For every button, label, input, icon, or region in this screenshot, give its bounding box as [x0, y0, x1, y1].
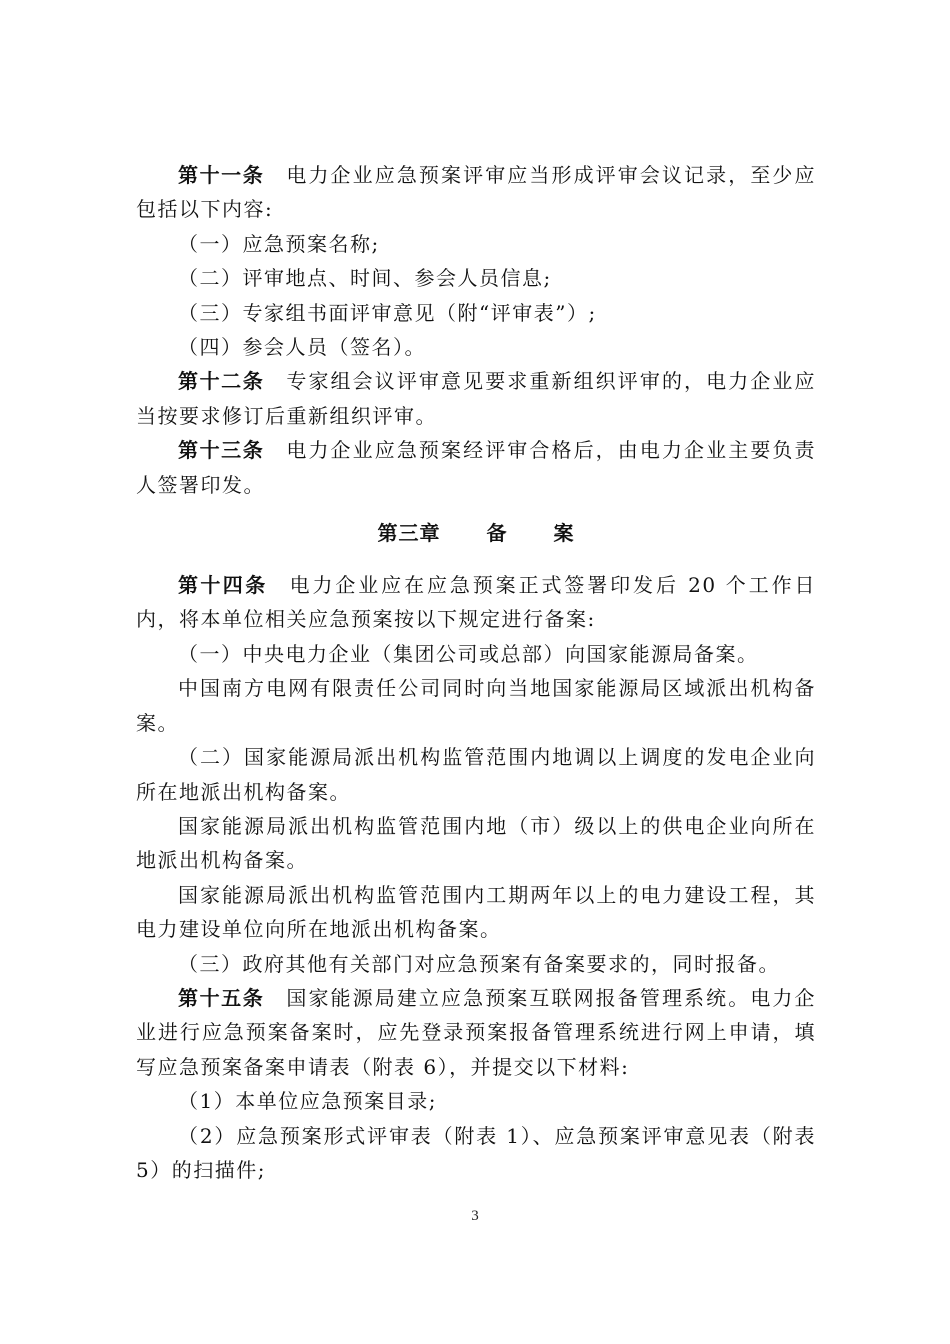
- article-12-heading: 第十二条: [178, 369, 265, 394]
- document-page: [136, 158, 816, 1187]
- article-14-text: 电力企业应在应急预案正式签署印发后 20 个工作日内，将本单位相关应急预案按以下规定进行备案:: [136, 573, 816, 632]
- article-15-text: 国家能源局建立应急预案互联网报备管理系统。电力企业进行应急预案备案时，应先登录预案报备管理系统进行网上申请，填写应急预案备案申请表（附表 6），并提交以下材料:: [136, 985, 817, 1079]
- article-11-text: 电力企业应急预案评审应当形成评审会议记录，至少应包括以下内容:: [136, 163, 817, 222]
- article-13: [136, 433, 816, 502]
- article-11-item-1: （一）应急预案名称;: [178, 231, 380, 256]
- article-11: [136, 158, 816, 227]
- article-11-item-3: （三）专家组书面评审意见（附“评审表”）;: [178, 300, 597, 325]
- article-14-para-4: 国家能源局派出机构监管范围内地（市）级以上的供电企业向所在地派出机构备案。: [136, 813, 816, 873]
- article-11-item-4: （四）参会人员（签名）。: [178, 335, 426, 360]
- article-14-heading: 第十四条: [178, 573, 268, 598]
- article-14: [136, 568, 816, 637]
- chapter-heading: [136, 516, 816, 550]
- article-14-para-3: （二）国家能源局派出机构监管范围内地调以上调度的发电企业向所在地派出机构备案。: [136, 745, 816, 804]
- article-12: [136, 364, 816, 433]
- article-14-para-2: 中国南方电网有限责任公司同时向当地国家能源局区域派出机构备案。: [136, 676, 816, 735]
- article-11-heading: 第十一条: [178, 163, 265, 187]
- article-15-para-2: （2）应急预案形式评审表（附表 1）、应急预案评审意见表（附表 5）的扫描件;: [136, 1123, 816, 1182]
- article-15-para-1: （1）本单位应急预案目录;: [178, 1089, 437, 1114]
- article-15-heading: 第十五条: [178, 985, 265, 1010]
- article-14-para-1: （一）中央电力企业（集团公司或总部）向国家能源局备案。: [178, 641, 759, 666]
- chapter-number: 第三章: [377, 521, 441, 546]
- article-13-heading: 第十三条: [178, 438, 265, 463]
- article-15: [136, 981, 816, 1084]
- chapter-title-char-2: 案: [553, 521, 575, 546]
- article-14-para-5: 国家能源局派出机构监管范围内工期两年以上的电力建设工程，其电力建设单位向所在地派出机构备案。: [136, 882, 816, 942]
- article-13-text: 电力企业应急预案经评审合格后，由电力企业主要负责人签署印发。: [136, 438, 817, 497]
- chapter-title-char-1: 备: [486, 521, 508, 546]
- article-11-item-2: （二）评审地点、时间、参会人员信息;: [178, 266, 552, 291]
- page-number: 3: [471, 1208, 479, 1224]
- article-12-text: 专家组会议评审意见要求重新组织评审的，电力企业应当按要求修订后重新组织评审。: [136, 369, 817, 428]
- article-14-para-6: （三）政府其他有关部门对应急预案有备案要求的，同时报备。: [178, 951, 780, 976]
